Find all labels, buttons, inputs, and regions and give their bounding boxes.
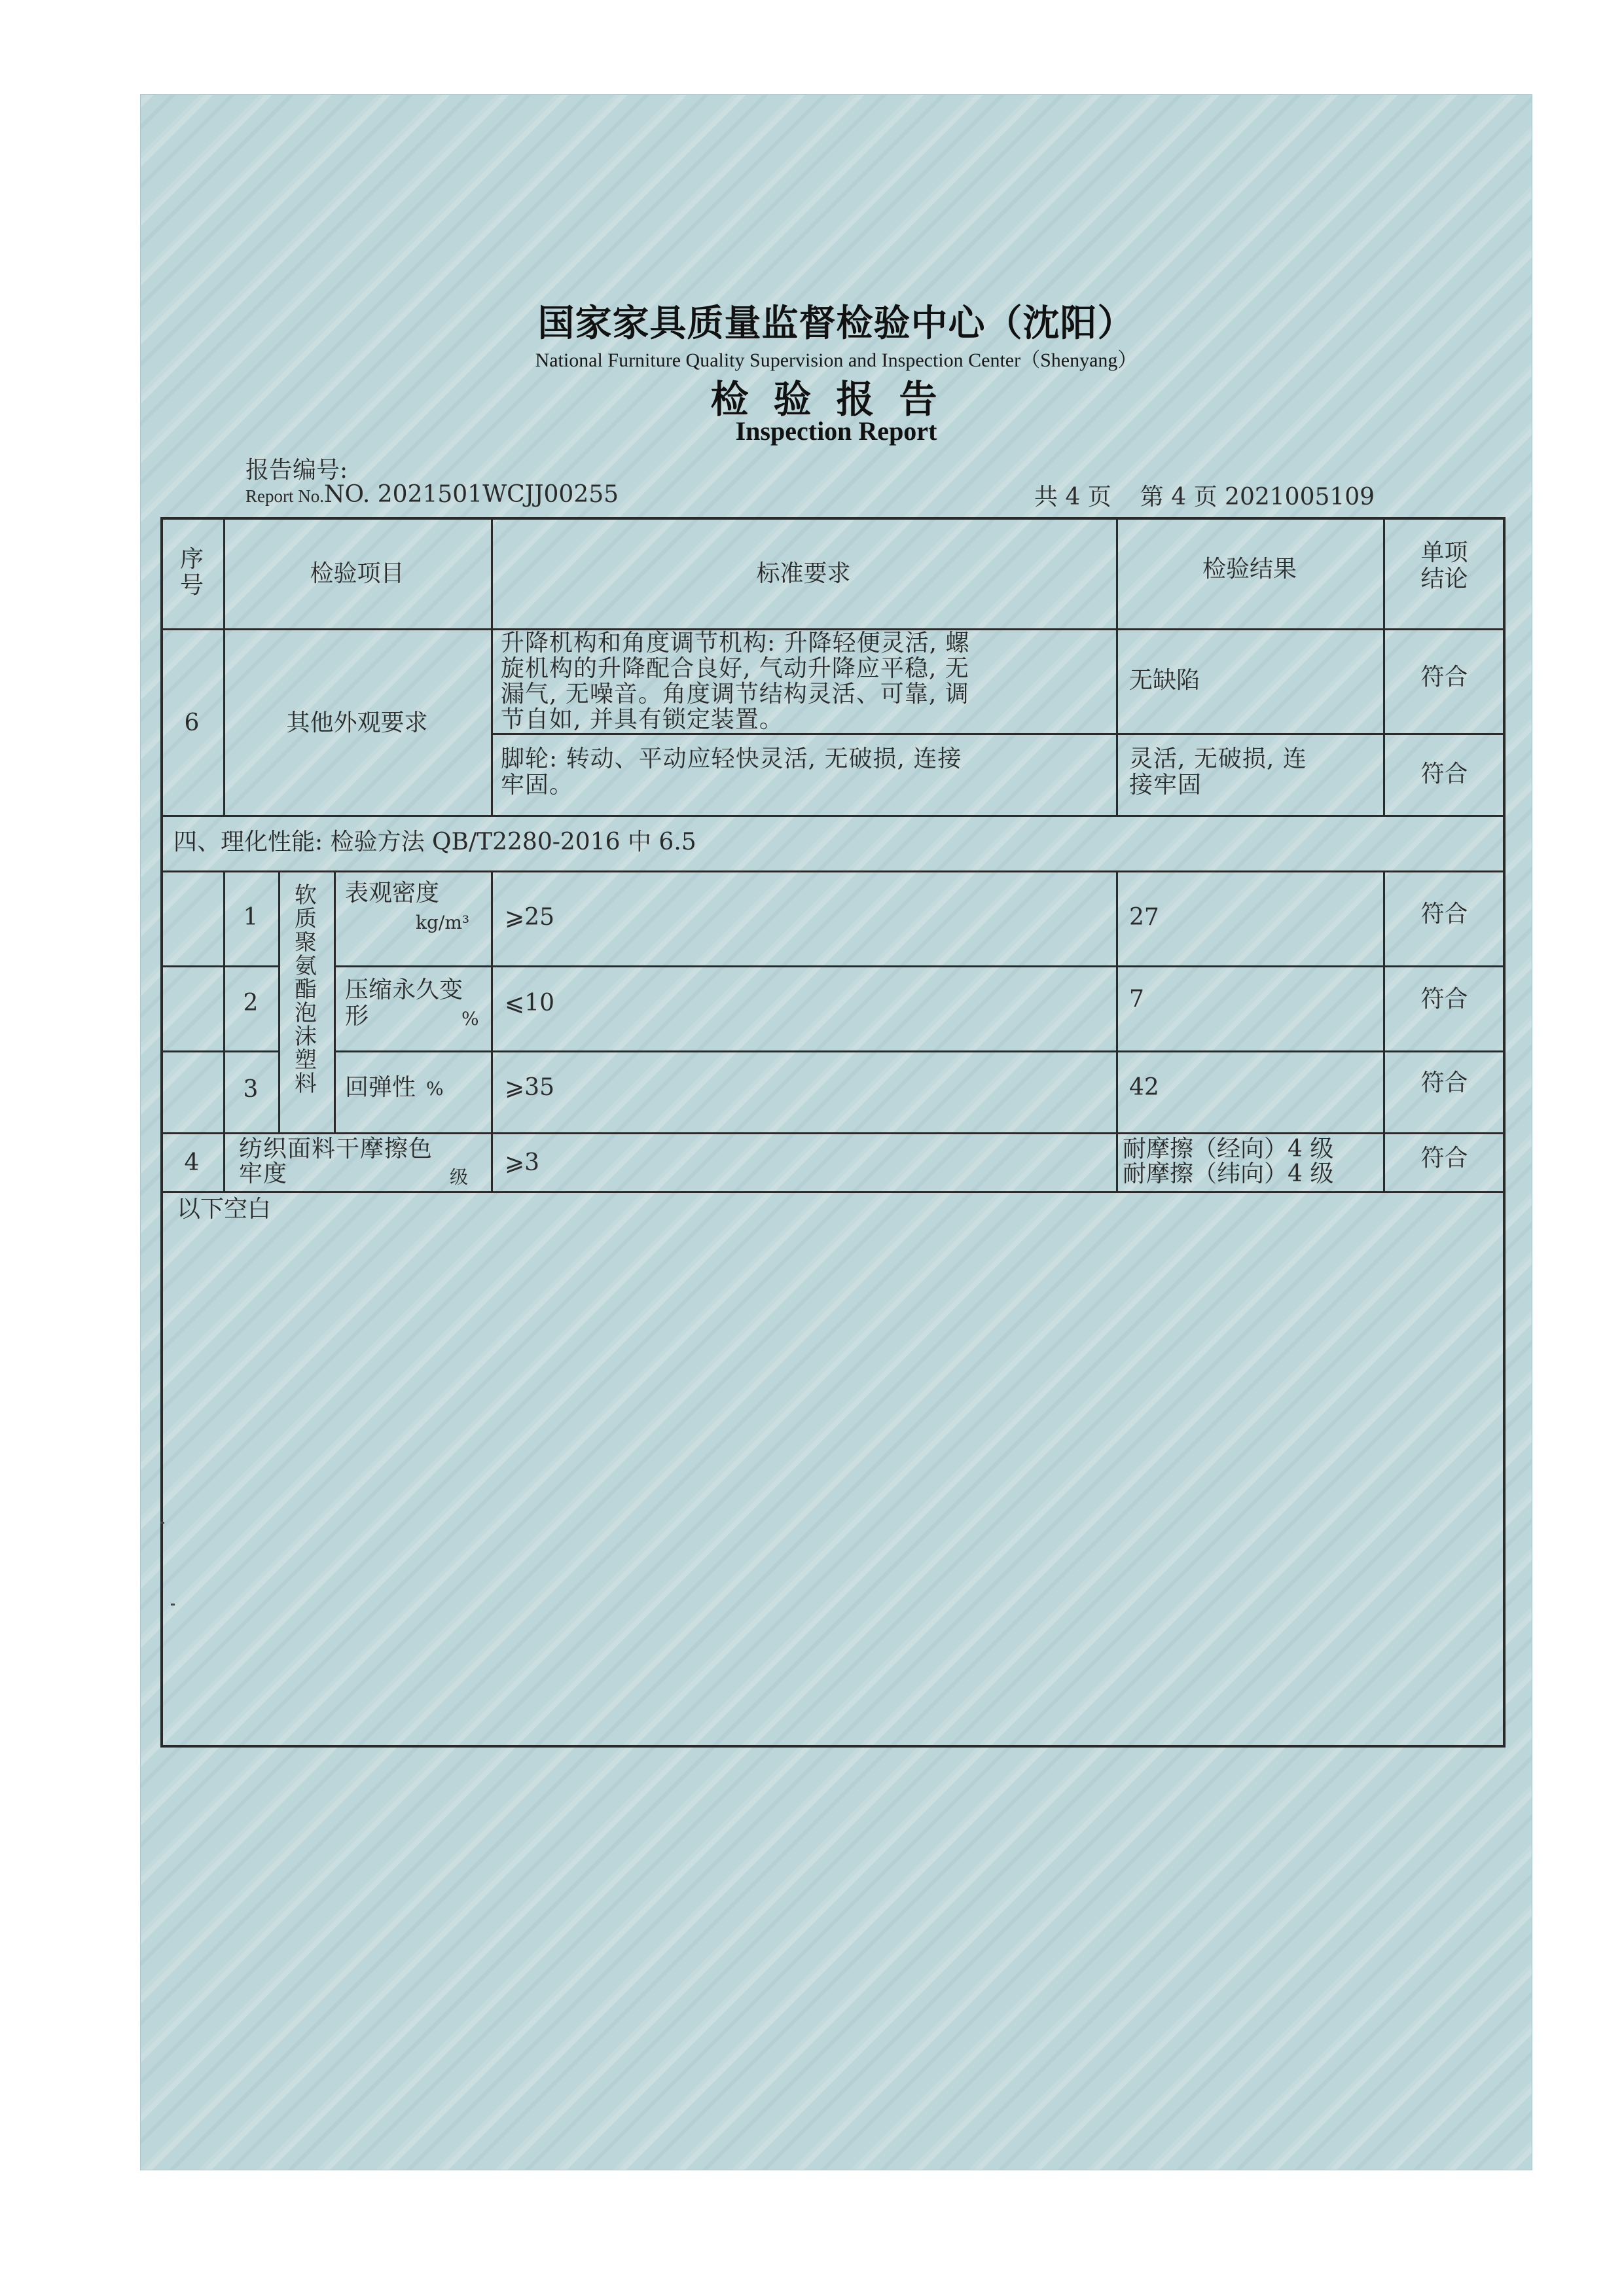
report-no-value: NO. 2021501WCJJ00255: [323, 481, 619, 508]
header-result: 检验结果: [1202, 556, 1297, 583]
row3-conclusion: 符合: [1420, 1069, 1468, 1096]
row1-result: 27: [1129, 904, 1159, 931]
header-conclusion: 单项 结论: [1420, 539, 1468, 592]
header-item: 检验项目: [310, 560, 405, 587]
row1-item: 表观密度: [345, 880, 440, 906]
report-no-label-en: Report No.: [245, 486, 324, 506]
row3-seq: 3: [243, 1076, 259, 1103]
row6-sub1-result: 无缺陷: [1129, 667, 1200, 694]
header-standard: 标准要求: [756, 560, 851, 587]
row6-sub2-result: 灵活, 无破损, 连 接牢固: [1129, 745, 1307, 798]
total-pages: 共 4 页: [1034, 484, 1111, 511]
row6-item: 其他外观要求: [286, 709, 428, 736]
header-seq: 序 号: [179, 546, 204, 599]
scan-speck: [171, 1604, 175, 1605]
report-title-en: Inspection Report: [735, 416, 937, 446]
row4-standard: ⩾3: [505, 1149, 540, 1176]
row2-unit: %: [461, 1008, 479, 1030]
row6-sub2-conclusion: 符合: [1420, 761, 1468, 787]
report-no-label-cn: 报告编号:: [245, 457, 348, 484]
report-title-cn: 检验报告: [710, 377, 962, 422]
row6-sub2-standard: 脚轮: 转动、平动应轻快灵活, 无破损, 连接 牢固。: [501, 745, 962, 798]
org-name-en: National Furniture Quality Supervision and Inspection Center（Shenyang）: [535, 350, 1138, 371]
row1-unit: kg/m³: [416, 912, 470, 933]
row4-seq: 4: [184, 1149, 200, 1176]
row3-item: 回弹性: [345, 1074, 416, 1101]
report-sheet: [141, 95, 1532, 2170]
org-name-cn: 国家家具质量监督检验中心（沈阳）: [537, 302, 1135, 345]
row1-seq: 1: [243, 904, 259, 931]
page-info: [1034, 478, 1375, 512]
row2-seq: 2: [243, 990, 259, 1016]
row6-sub1-standard: 升降机构和角度调节机构: 升降轻便灵活, 螺 旋机构的升降配合良好, 气动升降应平稳, 无 漏气, 无噪音。角度调节结构灵活、可靠, 调 节自如, 并具有锁定装置。: [501, 630, 970, 733]
row3-result: 42: [1129, 1074, 1159, 1101]
report-no-row: [245, 481, 619, 508]
doc-code: 2021005109: [1225, 484, 1375, 511]
row1-standard: ⩾25: [505, 904, 554, 931]
row4-result: 耐摩擦（经向）4 级 耐摩擦（纬向）4 级: [1123, 1136, 1334, 1187]
row6-seq: 6: [184, 709, 200, 736]
row3-unit: %: [426, 1078, 444, 1100]
row3-standard: ⩾35: [505, 1074, 554, 1101]
current-page: 第 4 页: [1140, 484, 1218, 511]
row1-conclusion: 符合: [1420, 901, 1468, 927]
foam-group-label: 软 质 聚 氨 酯 泡 沫 塑 料: [295, 882, 317, 1097]
section4-title: 四、理化性能: 检验方法 QB/T2280-2016 中 6.5: [173, 829, 696, 855]
row2-conclusion: 符合: [1420, 986, 1468, 1013]
row4-conclusion: 符合: [1420, 1145, 1468, 1172]
row2-standard: ⩽10: [505, 990, 554, 1016]
row4-unit: 级: [450, 1166, 469, 1188]
scan-speck: [160, 1522, 164, 1524]
row2-result: 7: [1129, 986, 1144, 1013]
row2-item: 压缩永久变 形: [345, 977, 463, 1030]
row6-sub1-conclusion: 符合: [1420, 664, 1468, 691]
row4-item: 纺织面料干摩擦色 牢度: [239, 1136, 433, 1187]
blank-note: 以下空白: [177, 1196, 272, 1223]
